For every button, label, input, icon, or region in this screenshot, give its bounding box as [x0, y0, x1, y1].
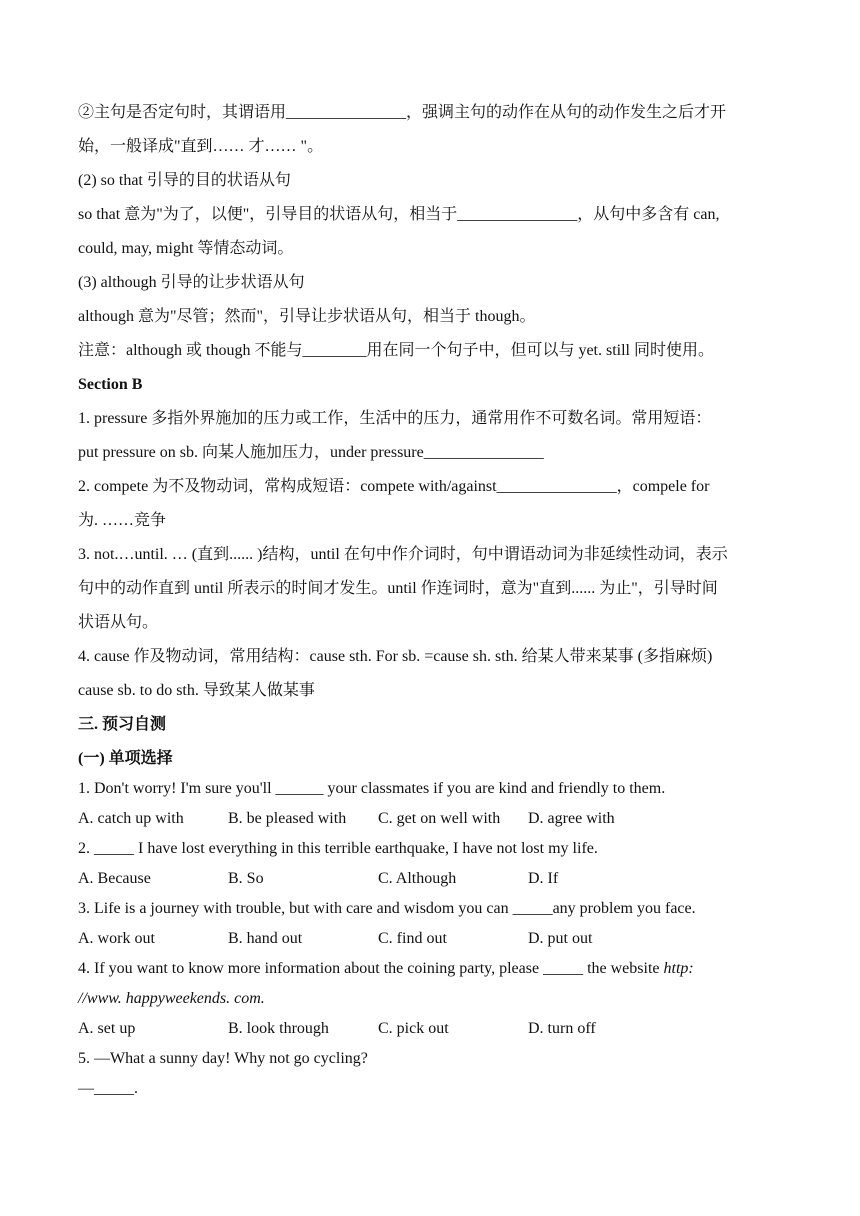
option-d: D. If: [528, 870, 559, 887]
option-d: D. agree with: [528, 810, 615, 827]
option-b: B. hand out: [228, 930, 303, 947]
option-d: D. put out: [528, 930, 593, 947]
section-subheading: (一) 单项选择: [78, 750, 173, 767]
answer-blank: —_____.: [78, 1080, 138, 1097]
text-line: although 意为"尽管；然而"，引导让步状语从句，相当于 though。: [78, 308, 536, 325]
document-page: [78, 103, 784, 1109]
text-line: 注意：although 或 though 不能与________用在同一个句子中，但可以与 yet. still 同时使用。: [78, 342, 714, 359]
question-stem-continued: [78, 989, 784, 1009]
section-heading: Section B: [78, 376, 143, 393]
question-stem: 1. Don't worry! I'm sure you'll ______ your classmates if you are kind and friendly to them.: [78, 780, 666, 797]
text-line: 1. pressure 多指外界施加的压力或工作，生活中的压力，通常用作不可数名词。常用短语：: [78, 410, 712, 427]
text-line: so that 意为"为了，以便"，引导目的状语从句，相当于_______________，从句中多含有 can,: [78, 206, 720, 223]
option-a: A. catch up with: [78, 810, 184, 827]
option-c: C. pick out: [378, 1020, 449, 1037]
text-line: (3) although 引导的让步状语从句: [78, 274, 305, 291]
option-c: C. get on well with: [378, 810, 501, 827]
text-line: 状语从句。: [78, 614, 159, 631]
option-a: A. Because: [78, 870, 151, 887]
question-stem: 3. Life is a journey with trouble, but with care and wisdom you can _____any problem you face.: [78, 900, 696, 917]
option-c: C. find out: [378, 930, 447, 947]
text-line: 句中的动作直到 until 所表示的时间才发生。until 作连词时，意为"直到...... 为止"，引导时间: [78, 580, 718, 597]
text-line: 为. ……竞争: [78, 512, 167, 529]
option-b: B. So: [228, 870, 264, 887]
option-c: C. Although: [378, 870, 457, 887]
option-row: [78, 929, 784, 949]
text-line: put pressure on sb. 向某人施加压力，under pressure_______________: [78, 444, 544, 461]
url-part: //www. happyweekends. com.: [78, 990, 265, 1007]
option-row: [78, 869, 784, 889]
option-a: A. work out: [78, 930, 155, 947]
question-stem: 2. _____ I have lost everything in this terrible earthquake, I have not lost my life.: [78, 840, 598, 857]
text-line: (2) so that 引导的目的状语从句: [78, 172, 291, 189]
text-line: 4. cause 作及物动词，常用结构：cause sth. For sb. =cause sh. sth. 给某人带来某事 (多指麻烦): [78, 648, 713, 665]
option-b: B. look through: [228, 1020, 329, 1037]
option-a: A. set up: [78, 1020, 136, 1037]
question-stem: [78, 959, 784, 979]
question-stem: 5. —What a sunny day! Why not go cycling?: [78, 1050, 368, 1067]
section-heading: 三. 预习自测: [78, 716, 167, 733]
text-line: ②主句是否定句时，其谓语用_______________，强调主句的动作在从句的动作发生之后才开: [78, 104, 727, 121]
text-line: cause sb. to do sth. 导致某人做某事: [78, 682, 315, 699]
option-row: [78, 809, 784, 829]
text-line: could, may, might 等情态动词。: [78, 240, 294, 257]
option-row: [78, 1019, 784, 1039]
text-line: 始，一般译成"直到…… 才…… "。: [78, 138, 324, 155]
url-part: http:: [663, 960, 694, 977]
text-line: 2. compete 为不及物动词，常构成短语：compete with/against_______________，compele for: [78, 478, 710, 495]
option-d: D. turn off: [528, 1020, 596, 1037]
question-stem-text: 4. If you want to know more information about the coining party, please _____ the website: [78, 960, 664, 977]
option-b: B. be pleased with: [228, 810, 347, 827]
text-line: 3. not.…until. … (直到...... )结构，until 在句中作介词时，句中谓语动词为非延续性动词，表示: [78, 546, 728, 563]
